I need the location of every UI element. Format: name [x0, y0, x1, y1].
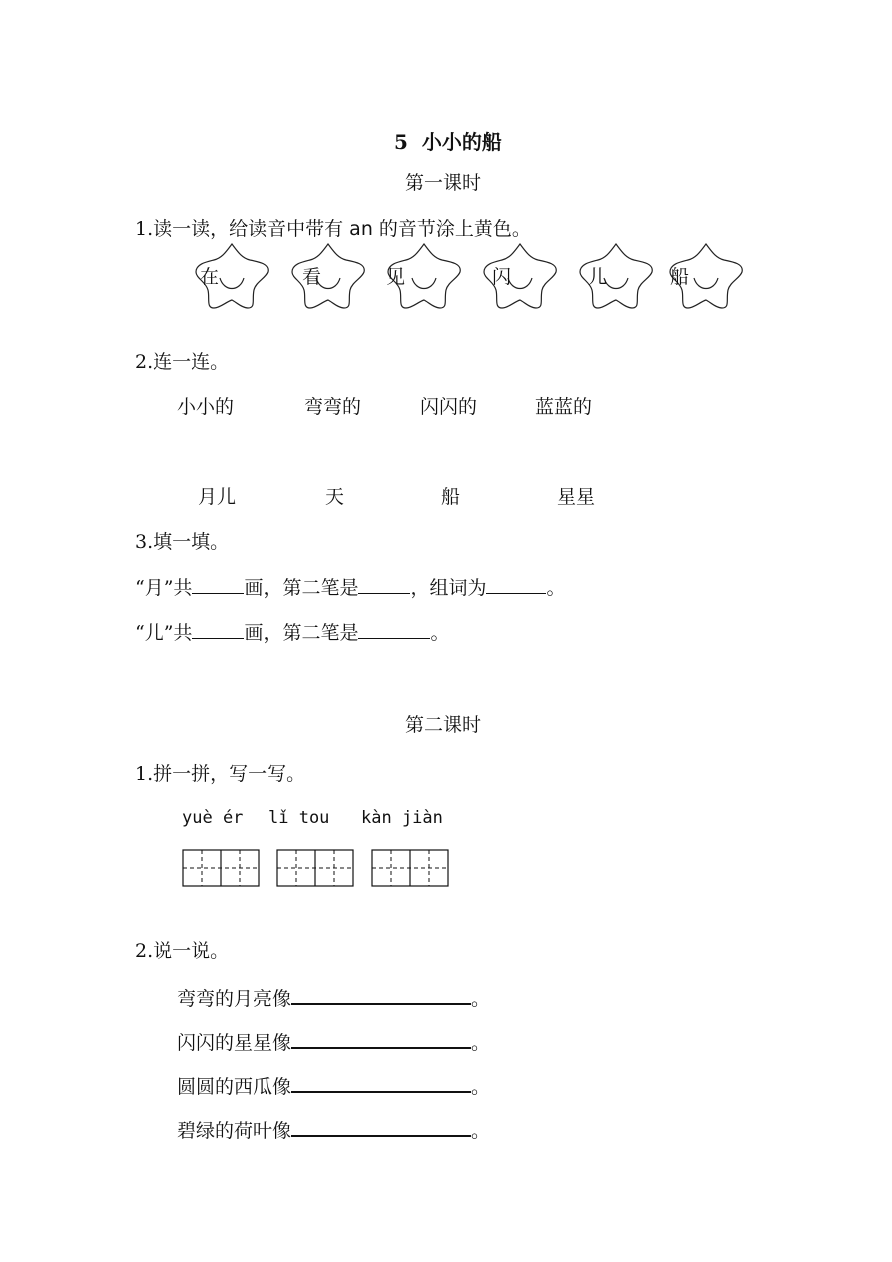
syllable-star-5[interactable]: [574, 238, 658, 312]
writing-grid-2[interactable]: [276, 849, 354, 885]
q3-prompt: 3.填一填。: [135, 531, 230, 553]
fill-line-1: [135, 575, 565, 600]
fill-text: “月”共: [135, 577, 193, 599]
fill-text: ，组词为: [410, 577, 487, 599]
say-text: 圆圆的西瓜像: [177, 1076, 292, 1098]
fill-text: 。: [546, 577, 566, 599]
l2-q1-prompt: 1.拼一拼，写一写。: [135, 763, 306, 785]
match-bottom-2[interactable]: 天: [325, 486, 345, 508]
say-text: 闪闪的星星像: [177, 1032, 292, 1054]
match-bottom-4[interactable]: 星星: [557, 486, 596, 508]
pinyin-1: yuè ér: [182, 808, 244, 828]
fill-text: 。: [430, 622, 450, 644]
match-bottom-1[interactable]: 月儿: [198, 486, 237, 508]
syllable-star-6[interactable]: [664, 238, 748, 312]
say-blank[interactable]: [291, 1073, 471, 1093]
q1-prompt-prefix: 1.读一读，给读音中带有: [135, 218, 350, 240]
star-char: 看: [302, 266, 322, 288]
lesson2-heading: 第二课时: [405, 714, 482, 736]
fill-text: 画，第二笔是: [244, 577, 359, 599]
star-char: 在: [200, 266, 220, 288]
fill-line-2: [135, 620, 449, 645]
fill-blank[interactable]: [192, 620, 244, 639]
match-top-2[interactable]: 弯弯的: [304, 396, 362, 418]
fill-text: 画，第二笔是: [244, 622, 359, 644]
syllable-star-2[interactable]: [286, 238, 370, 312]
writing-grid-icon: [371, 849, 449, 887]
say-end: 。: [471, 1076, 491, 1098]
writing-grid-icon: [182, 849, 260, 887]
say-blank[interactable]: [291, 1117, 471, 1137]
fill-blank[interactable]: [192, 575, 244, 594]
fill-blank[interactable]: [358, 575, 410, 594]
say-text: 弯弯的月亮像: [177, 988, 292, 1010]
say-text: 碧绿的荷叶像: [177, 1120, 292, 1142]
match-top-4[interactable]: 蓝蓝的: [535, 396, 593, 418]
q1-prompt-suffix: 的音节涂上黄色。: [372, 218, 531, 240]
q2-prompt: 2.连一连。: [135, 351, 230, 373]
lesson1-heading: 第一课时: [405, 172, 482, 194]
say-end: 。: [471, 1120, 491, 1142]
syllable-star-1[interactable]: [190, 238, 274, 312]
writing-grid-1[interactable]: [182, 849, 260, 885]
say-line-1: [177, 985, 490, 1011]
fill-text: “儿”共: [135, 622, 193, 644]
star-char: 儿: [588, 266, 608, 288]
say-blank[interactable]: [291, 1029, 471, 1049]
match-bottom-3[interactable]: 船: [441, 486, 461, 508]
l2-q2-prompt: 2.说一说。: [135, 940, 230, 962]
pinyin-2: lǐ tou: [268, 808, 330, 828]
q1-prompt-key: an: [349, 218, 373, 240]
say-blank[interactable]: [291, 985, 471, 1005]
fill-blank[interactable]: [358, 620, 430, 639]
match-top-1[interactable]: 小小的: [177, 396, 235, 418]
star-shape-icon: [286, 238, 370, 312]
writing-grid-3[interactable]: [371, 849, 449, 885]
star-char: 船: [670, 266, 690, 288]
page-title: 5 小小的船: [394, 130, 502, 154]
say-line-4: [177, 1117, 490, 1143]
pinyin-3: kàn jiàn: [361, 808, 443, 828]
syllable-star-3[interactable]: [382, 238, 466, 312]
say-end: 。: [471, 988, 491, 1010]
syllable-star-4[interactable]: [478, 238, 562, 312]
say-line-2: [177, 1029, 490, 1055]
star-char: 闪: [492, 266, 512, 288]
say-line-3: [177, 1073, 490, 1099]
say-end: 。: [471, 1032, 491, 1054]
writing-grid-icon: [276, 849, 354, 887]
star-char: 见: [386, 266, 406, 288]
match-top-3[interactable]: 闪闪的: [420, 396, 478, 418]
star-shape-icon: [478, 238, 562, 312]
star-shape-icon: [574, 238, 658, 312]
fill-blank[interactable]: [486, 575, 546, 594]
